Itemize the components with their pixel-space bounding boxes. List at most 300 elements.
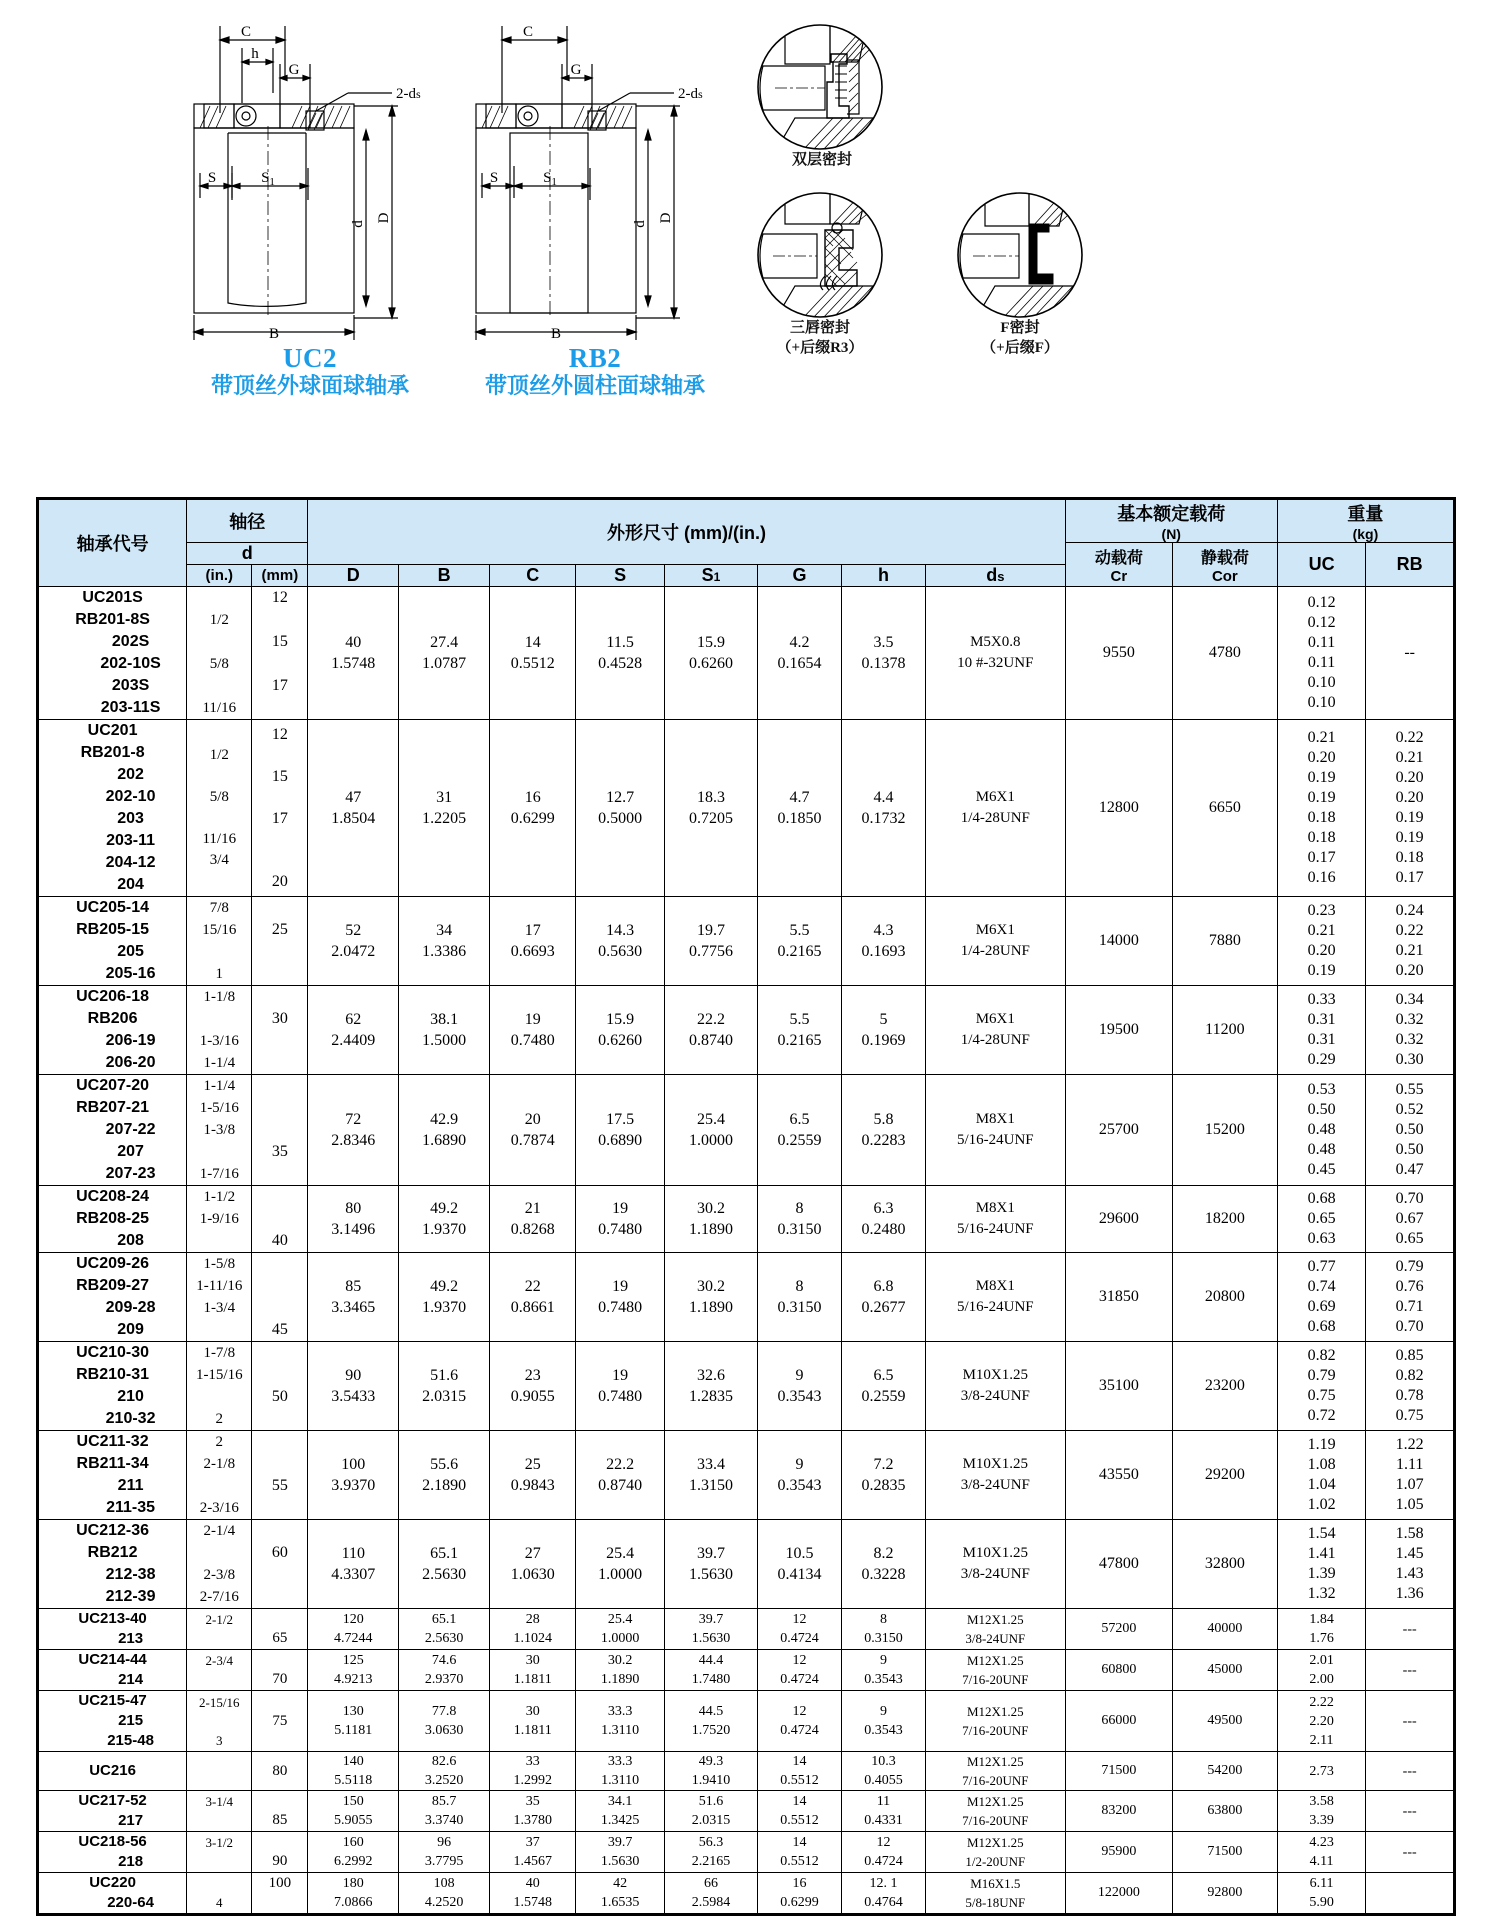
cell-weight-rb-value: 0.50 <box>1395 1141 1424 1158</box>
uc2-caption <box>160 343 460 399</box>
header-dim-B: B <box>399 565 490 587</box>
cell-load-cr: 83200 <box>1065 1791 1172 1832</box>
cell-bearing-codes <box>38 1752 187 1791</box>
cell-shaft-dia-inch-value: 1-7/8 <box>203 1345 236 1361</box>
bearing-code: 210-32 <box>105 1410 156 1427</box>
cell-shaft-dia-inch-value: 1-1/8 <box>203 989 236 1005</box>
cell-shaft-dia-mm <box>252 986 308 1075</box>
cell-weight-rb-value: 0.19 <box>1395 829 1424 846</box>
cell-weight-uc <box>1277 1832 1366 1873</box>
cell-shaft-dia-mm-value <box>252 1497 307 1519</box>
cell-dim-G-in: 0.3543 <box>777 1477 822 1494</box>
cell-dim-C-in: 0.9055 <box>510 1388 555 1405</box>
cell-weight-uc-value: 0.16 <box>1307 869 1336 886</box>
bearing-code: UC201 <box>87 722 138 739</box>
cell-shaft-dia-inch <box>187 1791 252 1832</box>
seal-detail-double <box>755 22 885 152</box>
cell-shaft-dia-inch-value: 1/2 <box>209 612 229 628</box>
cell-dim-h-in: 0.3543 <box>864 1723 903 1738</box>
cell-dim-S-in: 1.3425 <box>600 1813 640 1828</box>
cell-dim-D <box>308 720 399 897</box>
cell-dim-C-mm: 21 <box>524 1200 541 1217</box>
bearing-code: 203 <box>117 810 144 827</box>
cell-dim-B-in: 3.0630 <box>424 1723 464 1738</box>
bearing-code: UC212-36 <box>76 1522 150 1539</box>
cell-dim-C <box>490 1609 576 1650</box>
bearing-code: 209-28 <box>105 1299 156 1316</box>
cell-dim-h-mm: 5 <box>879 1011 888 1028</box>
header-cr-sym: Cr <box>1110 567 1128 585</box>
cell-weight-uc-value: 3.58 <box>1309 1794 1334 1809</box>
cell-shaft-dia-mm <box>252 1873 308 1915</box>
bearing-code: RB201-8S <box>75 611 150 628</box>
cell-bearing-codes <box>38 1342 187 1431</box>
cell-weight-uc-value: 0.19 <box>1307 962 1336 979</box>
ds-thread-metric: M12X1.25 <box>966 1704 1024 1719</box>
cell-weight-uc-value: 0.11 <box>1307 654 1336 671</box>
seal-label-triple-text: 三唇密封 <box>789 320 850 336</box>
cell-dim-D-mm: 85 <box>345 1278 362 1295</box>
header-basic-load-text: 基本额定载荷 <box>1117 504 1226 524</box>
cell-load-cor: 6650 <box>1172 720 1277 897</box>
table-row <box>38 587 1455 720</box>
cell-shaft-dia-mm-value: 12 <box>271 589 288 606</box>
header-basic-load-unit: (N) <box>1161 526 1181 542</box>
cell-shaft-dia-inch-value: 4 <box>216 1895 223 1910</box>
cell-dim-G <box>758 1186 842 1253</box>
cell-load-cr: 31850 <box>1065 1253 1172 1342</box>
cell-dim-B-mm: 65.1 <box>431 1612 457 1627</box>
cell-ds <box>925 1520 1065 1609</box>
cell-shaft-dia-inch <box>187 1609 252 1650</box>
cell-dim-S-in: 1.3110 <box>601 1773 640 1788</box>
cell-bearing-codes <box>38 1075 187 1186</box>
cell-shaft-dia-inch-value: 7/8 <box>209 900 229 916</box>
cell-bearing-codes <box>38 897 187 986</box>
cell-shaft-dia-inch-value <box>187 631 251 653</box>
cell-dim-h-mm: 12 <box>876 1835 891 1850</box>
bearing-code: 205-16 <box>105 965 156 982</box>
header-dim-C: C <box>490 565 576 587</box>
cell-weight-rb-value: 0.47 <box>1395 1161 1424 1178</box>
cell-shaft-dia-mm <box>252 1253 308 1342</box>
table-row <box>38 1431 1455 1520</box>
cell-shaft-dia-inch-value: 1-7/16 <box>199 1166 239 1182</box>
cell-shaft-dia-mm-value <box>252 1586 307 1608</box>
cell-weight-uc-value: 2.00 <box>1309 1672 1334 1687</box>
cell-weight-rb-value: 1.45 <box>1395 1545 1424 1562</box>
cell-shaft-dia-mm <box>252 1520 308 1609</box>
cell-weight-rb-value: 1.11 <box>1395 1456 1424 1473</box>
cell-weight-uc-value: 0.10 <box>1307 674 1336 691</box>
cell-dim-S-in: 1.0000 <box>598 1566 643 1583</box>
ds-thread-metric: M10X1.25 <box>962 1367 1029 1383</box>
bearing-code: 211 <box>117 1477 144 1494</box>
cell-dim-B <box>399 1691 490 1752</box>
cell-shaft-dia-mm-value <box>252 1408 307 1430</box>
cell-shaft-dia-mm-value: 45 <box>271 1321 288 1338</box>
cell-shaft-dia-mm-value <box>252 609 307 631</box>
cell-shaft-dia-inch-value: 3 <box>216 1732 223 1748</box>
cell-weight-rb <box>1366 986 1455 1075</box>
cell-dim-D-in: 3.9370 <box>331 1477 376 1494</box>
cell-shaft-dia-mm <box>252 1431 308 1520</box>
seal-label-f-text: F密封 <box>1000 320 1040 336</box>
bearing-code: 203-11S <box>100 699 161 716</box>
cell-bearing-codes <box>38 1650 187 1691</box>
cell-dim-h-in: 0.4724 <box>864 1854 903 1869</box>
cell-dim-h <box>842 1342 926 1431</box>
cell-dim-G-in: 0.2559 <box>777 1132 822 1149</box>
cell-dim-B-mm: 49.2 <box>430 1200 459 1217</box>
bearing-code: 209 <box>117 1321 144 1338</box>
svg-text:G: G <box>288 62 300 78</box>
cell-load-cr: 14000 <box>1065 897 1172 986</box>
cell-dim-D-mm: 62 <box>345 1011 362 1028</box>
header-weight-text: 重量 <box>1347 504 1384 524</box>
svg-text:B: B <box>268 326 280 342</box>
cell-load-cor: 45000 <box>1172 1650 1277 1691</box>
svg-text:h: h <box>251 46 259 62</box>
cell-ds <box>925 1691 1065 1752</box>
cell-shaft-dia-inch-value <box>187 1874 251 1893</box>
cell-weight-rb <box>1366 1609 1455 1650</box>
cell-dim-B-in: 1.5000 <box>422 1032 467 1049</box>
cell-shaft-dia-mm <box>252 1791 308 1832</box>
cell-shaft-dia-inch-value <box>187 1542 251 1564</box>
cell-shaft-dia-mm-value <box>252 745 307 766</box>
table-row <box>38 1873 1455 1915</box>
cell-dim-B-mm: 49.2 <box>430 1278 459 1295</box>
cell-dim-C <box>490 1253 576 1342</box>
cell-shaft-dia-inch-value: 2-7/16 <box>199 1589 239 1605</box>
cell-dim-S-in: 0.7480 <box>598 1388 643 1405</box>
cell-weight-rb <box>1366 720 1455 897</box>
cell-dim-h-in: 0.1969 <box>861 1032 906 1049</box>
svg-text:G: G <box>570 62 582 78</box>
cell-shaft-dia-mm-value <box>252 1297 307 1319</box>
cell-dim-C-in: 1.3780 <box>513 1813 552 1828</box>
seal-label-triple-suffix: （+后缀R3） <box>776 340 864 356</box>
cell-dim-G <box>758 1873 842 1915</box>
cell-dim-C <box>490 1832 576 1873</box>
cell-weight-uc <box>1277 1075 1366 1186</box>
cell-shaft-dia-mm-value <box>252 1275 307 1297</box>
cell-dim-S-in: 0.6260 <box>598 1032 643 1049</box>
bearing-code: UC205-14 <box>76 899 150 916</box>
header-dim-S1: S1 <box>664 565 757 587</box>
cell-weight-uc <box>1277 1650 1366 1691</box>
cell-weight-uc-value: 1.32 <box>1307 1585 1336 1602</box>
cell-dim-G-in: 0.2165 <box>777 1032 822 1049</box>
table-row <box>38 897 1455 986</box>
cell-dim-D-in: 3.1496 <box>331 1221 376 1238</box>
cell-dim-B <box>399 1752 490 1791</box>
cell-dim-B-mm: 51.6 <box>430 1367 459 1384</box>
cell-dim-S1-mm: 15.9 <box>697 634 725 651</box>
table-row <box>38 1520 1455 1609</box>
cell-dim-S1-in: 1.5630 <box>691 1631 731 1646</box>
cell-dim-S-mm: 19 <box>612 1367 629 1384</box>
cell-dim-B-mm: 74.6 <box>431 1653 457 1668</box>
cell-shaft-dia-inch-value: 1-1/4 <box>203 1055 236 1071</box>
cell-bearing-codes <box>38 1791 187 1832</box>
cell-shaft-dia-mm <box>252 1752 308 1791</box>
cell-dim-D <box>308 1253 399 1342</box>
cell-weight-uc <box>1277 1186 1366 1253</box>
rb2-name: 带顶丝外圆柱面球轴承 <box>484 373 705 398</box>
cell-dim-C-mm: 33 <box>525 1754 540 1769</box>
svg-text:B: B <box>550 326 562 342</box>
cell-weight-rb-value: 1.07 <box>1395 1476 1424 1493</box>
svg-text:D: D <box>376 212 392 224</box>
cell-dim-B-in: 1.0787 <box>422 655 467 672</box>
cell-weight-rb-value: --- <box>1402 1621 1417 1637</box>
header-dim-h: h <box>842 565 926 587</box>
cell-weight-rb-value: 0.76 <box>1395 1278 1424 1295</box>
cell-dim-h-mm: 9 <box>879 1653 887 1668</box>
cell-dim-S-mm: 17.5 <box>606 1111 635 1128</box>
cell-dim-h-mm: 11 <box>876 1794 891 1809</box>
cell-shaft-dia-inch-value: 1-3/4 <box>203 1300 236 1316</box>
cell-dim-C-in: 1.5748 <box>513 1895 552 1910</box>
cell-weight-rb-value: 1.36 <box>1395 1585 1424 1602</box>
cell-dim-B <box>399 1342 490 1431</box>
cell-dim-C-mm: 16 <box>524 789 541 806</box>
cell-dim-C-in: 0.7874 <box>510 1132 555 1149</box>
ds-thread-unf: 5/8-18UNF <box>965 1895 1026 1910</box>
cell-dim-S <box>576 1609 665 1650</box>
cell-shaft-dia-mm-value <box>252 1431 307 1453</box>
cell-dim-G-mm: 5.5 <box>789 1011 810 1028</box>
cell-dim-S-mm: 34.1 <box>607 1794 633 1809</box>
cell-shaft-dia-mm-value: 55 <box>271 1477 288 1494</box>
cell-dim-B <box>399 1609 490 1650</box>
cell-dim-G <box>758 1832 842 1873</box>
cell-load-cor: 40000 <box>1172 1609 1277 1650</box>
cell-shaft-dia-inch-value: 3/4 <box>209 852 229 868</box>
cell-dim-B-mm: 85.7 <box>431 1794 457 1809</box>
cell-dim-S1-mm: 66 <box>704 1876 718 1891</box>
cell-dim-S-in: 1.3110 <box>601 1723 640 1738</box>
bearing-code: 207-23 <box>105 1165 156 1182</box>
seal-label-f <box>925 318 1115 358</box>
cell-weight-uc-value: 0.68 <box>1307 1318 1336 1335</box>
cell-dim-h-in: 0.2835 <box>861 1477 906 1494</box>
cell-dim-B <box>399 720 490 897</box>
cell-dim-S1-mm: 33.4 <box>697 1456 725 1473</box>
cell-weight-uc-value: 0.21 <box>1307 922 1336 939</box>
cell-weight-uc-value: 2.22 <box>1309 1694 1334 1710</box>
header-weight <box>1277 499 1454 543</box>
cell-load-cor: 92800 <box>1172 1873 1277 1915</box>
cell-weight-uc-value: 1.08 <box>1307 1456 1336 1473</box>
cell-shaft-dia-mm <box>252 897 308 986</box>
cell-load-cor: 63800 <box>1172 1791 1277 1832</box>
cell-bearing-codes <box>38 1431 187 1520</box>
cell-shaft-dia-mm-value: 90 <box>272 1853 288 1869</box>
cell-dim-D-in: 3.5433 <box>331 1388 376 1405</box>
cell-bearing-codes <box>38 1691 187 1752</box>
cell-weight-rb-value: 1.05 <box>1395 1496 1424 1513</box>
cell-dim-C <box>490 587 576 720</box>
cell-dim-h-mm: 8.2 <box>873 1545 894 1562</box>
bearing-code: UC220 <box>89 1874 136 1891</box>
ds-thread-metric: M6X1 <box>975 922 1015 938</box>
cell-shaft-dia-mm-value: 70 <box>272 1671 288 1687</box>
header-cor <box>1172 543 1277 587</box>
cell-dim-S <box>576 1431 665 1520</box>
cell-load-cr: 25700 <box>1065 1075 1172 1186</box>
cell-weight-rb-value: 0.78 <box>1395 1387 1424 1404</box>
cell-dim-S-mm: 39.7 <box>607 1835 633 1850</box>
cell-dim-S-mm: 12.7 <box>606 789 635 806</box>
cell-dim-C-in: 1.2992 <box>513 1773 552 1788</box>
cell-dim-C-mm: 37 <box>525 1835 540 1850</box>
header-d-symbol: d <box>187 543 308 565</box>
cell-shaft-dia-mm-value <box>252 986 307 1008</box>
cell-shaft-dia-mm-value <box>252 1075 307 1097</box>
cell-dim-S1 <box>664 1520 757 1609</box>
cell-dim-G <box>758 1691 842 1752</box>
svg-text:S: S <box>207 170 217 186</box>
cell-shaft-dia-mm-value: 80 <box>272 1762 288 1779</box>
cell-dim-S1-mm: 19.7 <box>697 922 725 939</box>
cell-dim-D-mm: 180 <box>342 1876 364 1891</box>
cell-weight-uc-value: 0.53 <box>1307 1081 1336 1098</box>
cell-dim-D-in: 5.5118 <box>334 1773 373 1788</box>
cell-weight-uc-value: 0.69 <box>1307 1298 1336 1315</box>
cell-dim-S1-in: 1.1890 <box>689 1221 733 1238</box>
cell-shaft-dia-inch-value: 1-5/16 <box>199 1100 239 1116</box>
cell-weight-uc-value: 0.19 <box>1307 789 1336 806</box>
cell-shaft-dia-inch-value: 1-1/4 <box>203 1078 236 1094</box>
cell-dim-G-mm: 6.5 <box>789 1111 810 1128</box>
cell-weight-uc-value: 0.19 <box>1307 769 1336 786</box>
cell-dim-G <box>758 1752 842 1791</box>
cell-dim-S <box>576 1342 665 1431</box>
ds-thread-unf: 5/16-24UNF <box>956 1132 1034 1148</box>
ds-thread-unf: 7/16-20UNF <box>962 1672 1029 1687</box>
ds-thread-metric: M12X1.25 <box>966 1835 1024 1850</box>
cell-ds <box>925 587 1065 720</box>
cell-dim-S1-in: 2.2165 <box>691 1854 731 1869</box>
cell-load-cor: 15200 <box>1172 1075 1277 1186</box>
cell-dim-C-in: 0.8268 <box>510 1221 555 1238</box>
ds-thread-unf: 5/16-24UNF <box>956 1299 1034 1315</box>
cell-ds <box>925 1873 1065 1915</box>
cell-weight-uc-value: 6.11 <box>1309 1876 1334 1891</box>
cell-dim-S1 <box>664 1253 757 1342</box>
cell-bearing-codes <box>38 986 187 1075</box>
cell-dim-C <box>490 1650 576 1691</box>
header-unit-mm: (mm) <box>252 565 308 587</box>
cell-weight-rb-value: 0.20 <box>1395 962 1424 979</box>
cell-dim-G <box>758 720 842 897</box>
cell-dim-C-mm: 17 <box>524 922 541 939</box>
cell-dim-h-mm: 4.3 <box>873 922 894 939</box>
cell-load-cor: 4780 <box>1172 587 1277 720</box>
cell-shaft-dia-inch-value: 5/8 <box>209 789 229 805</box>
header-dimensions: 外形尺寸 (mm)/(in.) <box>308 499 1065 565</box>
bearing-code: 210 <box>117 1388 144 1405</box>
cell-dim-B-mm: 31 <box>436 789 453 806</box>
table-header <box>38 499 1455 587</box>
cell-dim-C-mm: 20 <box>524 1111 541 1128</box>
cell-bearing-codes <box>38 587 187 720</box>
cell-dim-S <box>576 1650 665 1691</box>
ds-thread-unf: 1/4-28UNF <box>960 1032 1030 1048</box>
cell-dim-S1-in: 1.5630 <box>689 1566 733 1583</box>
cell-weight-uc <box>1277 897 1366 986</box>
cell-dim-B <box>399 986 490 1075</box>
svg-text:S: S <box>489 170 499 186</box>
cell-shaft-dia-inch-value <box>187 1762 251 1781</box>
cell-dim-G-mm: 14 <box>792 1754 807 1769</box>
cell-dim-h <box>842 1075 926 1186</box>
cell-ds <box>925 1253 1065 1342</box>
cell-shaft-dia-mm-value: 20 <box>271 873 288 890</box>
cell-dim-G-mm: 12 <box>792 1704 807 1719</box>
cell-dim-S1 <box>664 1832 757 1873</box>
cell-dim-S1-mm: 44.5 <box>698 1704 724 1719</box>
cell-dim-S <box>576 1791 665 1832</box>
cell-weight-rb <box>1366 1075 1455 1186</box>
svg-text:d: d <box>632 220 648 228</box>
cell-weight-uc-value: 0.29 <box>1307 1051 1336 1068</box>
bearing-code: 202 <box>117 766 144 783</box>
cell-dim-S-mm: 22.2 <box>606 1456 635 1473</box>
cell-weight-uc <box>1277 587 1366 720</box>
cell-weight-rb-value: 0.24 <box>1395 902 1424 919</box>
cell-weight-rb <box>1366 1791 1455 1832</box>
cell-dim-G <box>758 1791 842 1832</box>
cell-shaft-dia-mm-value <box>252 1520 307 1542</box>
bearing-code: UC207-20 <box>76 1077 150 1094</box>
cell-weight-rb-value: 0.52 <box>1395 1101 1424 1118</box>
bearing-code: UC215-47 <box>78 1692 147 1709</box>
cell-dim-S-in: 0.7480 <box>598 1299 643 1316</box>
cell-dim-D-in: 3.3465 <box>331 1299 376 1316</box>
cell-dim-B-in: 1.9370 <box>422 1221 467 1238</box>
ds-thread-metric: M5X0.8 <box>970 634 1021 650</box>
cell-dim-h-in: 0.2480 <box>861 1221 906 1238</box>
cell-dim-B <box>399 1520 490 1609</box>
header-shaft-dia: 轴径 <box>187 499 308 543</box>
ds-thread-metric: M6X1 <box>975 789 1015 805</box>
ds-thread-metric: M8X1 <box>975 1278 1015 1294</box>
cell-weight-rb-value: 1.43 <box>1395 1565 1424 1582</box>
cell-weight-uc-value: 0.10 <box>1307 694 1336 711</box>
cell-dim-S-in: 0.5630 <box>598 943 643 960</box>
cell-weight-rb-value: 0.65 <box>1395 1230 1424 1247</box>
table-row <box>38 1832 1455 1873</box>
header-basic-load <box>1065 499 1277 543</box>
cell-dim-C <box>490 1520 576 1609</box>
cell-shaft-dia-mm-value <box>252 1693 307 1712</box>
cell-dim-S-mm: 25.4 <box>607 1612 633 1627</box>
cell-weight-uc-value: 0.33 <box>1307 991 1336 1008</box>
cell-shaft-dia-mm <box>252 1342 308 1431</box>
cell-dim-S1-mm: 39.7 <box>698 1612 724 1627</box>
cell-dim-S1 <box>664 1342 757 1431</box>
cell-shaft-dia-inch-value: 5/8 <box>209 656 229 672</box>
cell-weight-uc <box>1277 1691 1366 1752</box>
cell-weight-uc-value: 2.11 <box>1309 1732 1334 1748</box>
cell-weight-uc-value: 5.90 <box>1309 1895 1334 1910</box>
cell-dim-h-mm: 3.5 <box>873 634 894 651</box>
cell-shaft-dia-inch <box>187 1075 252 1186</box>
